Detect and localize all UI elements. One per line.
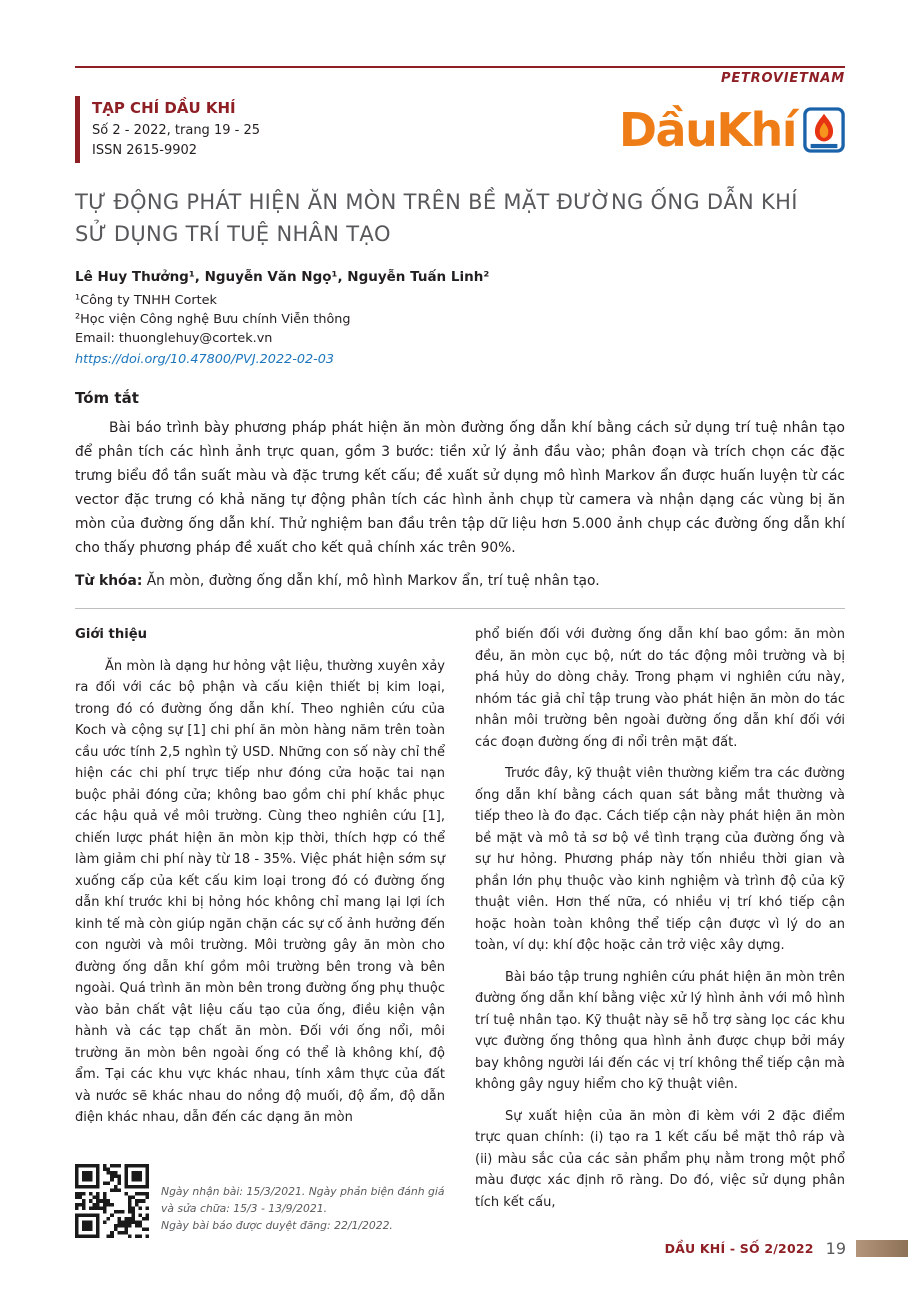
top-rule xyxy=(75,66,845,68)
article-title xyxy=(75,187,845,250)
body-paragraph: phổ biến đối với đường ống dẫn khí bao gồm: ăn mòn đều, ăn mòn cục bộ, nứt do tác động môi trường và bị phá hủy do dòng chảy. Trong phạm vi nghiên cứu này, nhóm tác giả chỉ tập trung vào phát hiện ăn mòn do tác nhân môi trường bên ngoài đường ống dẫn khí đối với các đoạn đường ống đi nổi trên mặt đất. xyxy=(475,627,845,750)
submission-dates-line1: Ngày nhận bài: 15/3/2021. Ngày phản biện đánh giá và sửa chữa: 15/3 - 13/9/2021. xyxy=(161,1184,445,1215)
issue-info: Số 2 - 2022, trang 19 - 25 xyxy=(92,123,260,138)
issn: ISSN 2615-9902 xyxy=(92,143,198,158)
abstract-heading: Tóm tắt xyxy=(75,389,139,407)
flame-icon xyxy=(803,107,845,153)
body-paragraph: Bài báo tập trung nghiên cứu phát hiện ăn mòn trên đường ống dẫn khí bằng việc xử lý hình ảnh với mô hình trí tuệ nhân tạo. Kỹ thuật này sẽ hỗ trợ sàng lọc các khu vực đường ống thông qua hình ảnh được chụp bởi máy bay không người lái đến các vị trí không thể tiếp cận mà không gây nguy hiểm cho kỹ thuật viên. xyxy=(475,969,845,1092)
received-dates-block xyxy=(75,1148,445,1238)
keywords-label: Từ khóa: xyxy=(75,573,143,589)
submission-dates-line2: Ngày bài báo được duyệt đăng: 22/1/2022. xyxy=(161,1218,393,1232)
page-footer xyxy=(75,1239,920,1258)
left-column xyxy=(75,624,445,1238)
keywords-line xyxy=(75,569,845,593)
article-title-line1: TỰ ĐỘNG PHÁT HIỆN ĂN MÒN TRÊN BỀ MẶT ĐƯỜNG ỐNG DẪN KHÍ xyxy=(75,190,798,214)
body-columns xyxy=(75,624,845,1238)
journal-info-block xyxy=(75,96,260,163)
body-paragraph: Sự xuất hiện của ăn mòn đi kèm với 2 đặc điểm trực quan chính: (i) tạo ra 1 kết cấu bề mặt thô ráp và (ii) màu sắc của các sản phẩm phụ nằm trong một phổ màu được xác định rõ ràng. Do đó, việc sử dụng phân tích kết cấu, xyxy=(475,1108,845,1210)
section-heading-gioi-thieu: Giới thiệu xyxy=(75,627,148,642)
doi-link[interactable]: https://doi.org/10.47800/PVJ.2022-02-03 xyxy=(75,352,335,367)
authors: Lê Huy Thưởng¹, Nguyễn Văn Ngọ¹, Nguyễn Tuấn Linh² xyxy=(75,269,490,285)
footer-tab-bar xyxy=(856,1240,908,1257)
keywords-text: Ăn mòn, đường ống dẫn khí, mô hình Markov ẩn, trí tuệ nhân tạo. xyxy=(146,573,600,589)
qr-code xyxy=(75,1164,149,1238)
email-line: Email: thuonglehuy@cortek.vn xyxy=(75,331,273,346)
page-number: 19 xyxy=(825,1239,846,1258)
petrovietnam-brand: PETROVIETNAM xyxy=(721,71,845,86)
affiliation-2: ²Học viện Công nghệ Bưu chính Viễn thông xyxy=(75,312,351,327)
submission-dates xyxy=(161,1169,445,1234)
body-paragraph: Ăn mòn là dạng hư hỏng vật liệu, thường xuyên xảy ra đối với các bộ phận và cấu kiện thiết bị kim loại, trong đó có đường ống dẫn khí. Theo nghiên cứu của Koch và cộng sự [1] chi phí ăn mòn hàng năm trên toàn cầu ước tính 2,5 nghìn tỷ USD. Những con số này chỉ thể hiện các chi phí trực tiếp như đóng cửa hoặc tai nạn buộc phải đóng cửa; không bao gồm chi phí khắc phục các hậu quả về môi trường. Cùng theo nghiên cứu [1], chiến lược phát hiện ăn mòn kịp thời, thích hợp có thể làm giảm chi phí này từ 18 - 35%. Việc phát hiện sớm sự xuống cấp của kết cấu kim loại trong đó có đường ống dẫn khí trước khi bị hỏng hóc không chỉ mang lại lợi ích kinh tế mà còn giúp ngăn chặn các sự cố ảnh hưởng đến con người và môi trường. Môi trường gây ăn mòn cho đường ống dẫn khí gồm môi trường bên trong và bên ngoài. Quá trình ăn mòn bên trong đường ống phụ thuộc vào bản chất vật liệu cấu tạo của ống, điều kiện vận hành và các tạp chất ăn mòn. Đối với ống nổi, môi trường ăn mòn bên ngoài ống có thể là không khí, độ ẩm. Tại các khu vực khác nhau, tính xâm thực của đất và nước sẽ khác nhau do nồng độ muối, độ ẩm, độ dẫn điện khác nhau, dẫn đến các dạng ăn mòn xyxy=(75,658,445,1125)
article-title-line2: SỬ DỤNG TRÍ TUỆ NHÂN TẠO xyxy=(75,221,391,246)
affiliation-1: ¹Công ty TNHH Cortek xyxy=(75,293,217,308)
section-divider xyxy=(75,608,845,609)
journal-name: TẠP CHÍ DẦU KHÍ xyxy=(92,99,236,117)
body-paragraph: Trước đây, kỹ thuật viên thường kiểm tra các đường ống dẫn khí bằng cách quan sát bằng mắt thường và tiếp theo là đo đạc. Cách tiếp cận này phát hiện ăn mòn bề mặt và mô tả sơ bộ về tình trạng của đường ống và sự hư hỏng. Phương pháp này tốn nhiều thời gian và phần lớn phụ thuộc vào kinh nghiệm và trình độ của kỹ thuật viên. Hơn thế nữa, có nhiều vị trí khó tiếp cận hoặc hoàn toàn không thể tiếp cận được vì lý do an toàn, ví dụ: khí độc hoặc cản trở việc xây dựng. xyxy=(475,766,845,953)
footer-journal-label: DẦU KHÍ - SỐ 2/2022 xyxy=(664,1241,814,1256)
masthead xyxy=(75,96,845,163)
abstract-text: Bài báo trình bày phương pháp phát hiện ăn mòn đường ống dẫn khí bằng cách sử dụng trí tuệ nhân tạo để phân tích các hình ảnh trực quan, gồm 3 bước: tiền xử lý ảnh đầu vào; phân đoạn và trích chọn các đặc trưng biểu đồ tần suất màu và đặc trưng kết cấu; đề xuất sử dụng mô hình Markov ẩn được huấn luyện từ các vector đặc trưng có khả năng tự động phân tích các hình ảnh chụp từ camera và nhận dạng các vùng bị ăn mòn của đường ống dẫn khí. Thử nghiệm ban đầu trên tập dữ liệu hơn 5.000 ảnh chụp các đường ống dẫn khí cho thấy phương pháp đề xuất cho kết quả chính xác trên 90%. xyxy=(75,420,845,556)
right-column xyxy=(475,624,845,1238)
daukhi-logo xyxy=(618,102,845,157)
daukhi-logo-text: DầuKhí xyxy=(618,102,796,157)
